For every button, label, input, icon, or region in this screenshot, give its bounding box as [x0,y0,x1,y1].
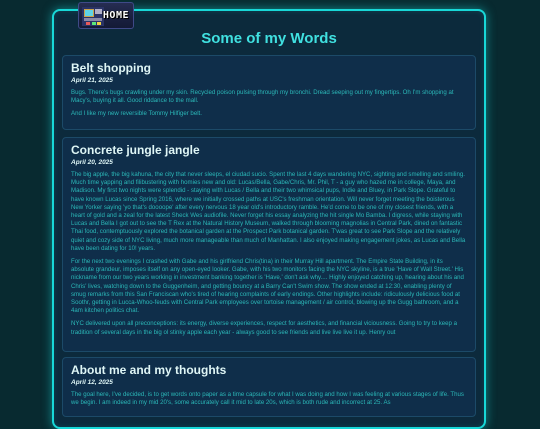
post-paragraph: Bugs. There's bugs crawling under my skin. Recycled poison pulsing through my bronchi. Dread seeping out my fingertips. Oh I'm shopping at Macy's, buying it all. Good riddance to the mall. [71,89,454,105]
home-button[interactable] [78,2,134,29]
post-paragraph: The big apple, the big kahuna, the city that never sleeps, el ciudad sucio. Spent the last 4 days wandering NYC, sighting and smelling and smiling. Much time yapping and filibustering with homies new and old: Lucas/Bella, Gabe/Chris, Mr. Phil, T - a guy who hazed me in college, Maya, and Madison. My first two nights were splendid - staying with Lucas / Bella and their two whimsical pups, Indie and Bluey, in Park Slope. Grateful to have known Lucas since Spring 2016, where we initially crossed paths at USC's freshman orientation. Will never forget meeting the boisterous New Yorker saying 'yo that's doooope' after every nervous 18 year old's introductory ramble. He'd come to be one of my closest friends, with a heart of gold and a zeal for the latest Sheck Wes audiofile. Never forget his essay analyzing the hit single Mo Bamba. I digress, while staying with Lucas and Bella I got out to see the T Rex at the Natural History Museum, walked through blooming magnolias in Central Park, dined on fantastic Thai food, contemptuously explored the botanical garden at the Prospect Park botanical garden. T'was great to see Park Slope and the relatively quiet and cozy side of NYC living, much more manageable than much of Manhattan. I also enjoyed making engagement jokes, as Lucas and Bella have been dating for 10! years. [71,171,466,252]
blog-post [62,357,476,417]
post-paragraph: For the next two evenings I crashed with Gabe and his girlfriend Chris(tina) in their Murray Hill apartment. The Empire State Building, in its absolute grandeur, imposes itself on any open-eyed looker. Gabe, with his two monitors facing the NYC skyline, is a true 'Have of Wall Street.' His nickname from our two years working in investment banking together is 'Have,' don't ask why.... Highly enjoyed catching up, hearing about his and Chris' lives, watching down to the Guggenheim, and getting bouncy at a Barry Can't Swim show. The show ended at 12:30, enabling plenty of smug remarks from this San Franciscan who's tired of hearing complaints of early endings. Other highlights include: ridiculously delicious food at Soothr, getting in Lucca-Whoo-feuds with Central Park employees over tortoise management / air control, blowing up the Gugg bathroom, and a 4am kitchen politics chat. [71,258,464,315]
blog-post [62,137,476,352]
post-paragraph: NYC delivered upon all preconceptions: its energy, diverse experiences, respect for aesthetics, and financial viciousness. Going to try to keep a tradition of several days in the big ol stinky apple each year - always good to see friends and live live live it up. Henry out [71,320,458,336]
blog-post [62,55,476,130]
computer-pixel-icon [82,7,104,26]
post-paragraph: The goal here, I've decided, is to get words onto paper as a time capsule for what I was doing and how I was feeling at various stages of life. Thus we begin. I am indeed in my mid 20's, some accurately call it mid to late 20s, which is both rude and incorrect at 25. As [71,391,464,407]
post-title[interactable]: About me and my thoughts [71,363,227,377]
post-title[interactable]: Belt shopping [71,61,151,75]
post-title[interactable]: Concrete jungle jangle [71,143,200,157]
home-button-label: HOME [102,10,129,21]
post-date: April 20, 2025 [71,159,113,166]
post-date: April 21, 2025 [71,77,113,84]
post-paragraph: And I like my new reversible Tommy Hilfiger belt. [71,110,202,118]
site-title: Some of my Words [201,30,337,47]
post-date: April 12, 2025 [71,379,113,386]
